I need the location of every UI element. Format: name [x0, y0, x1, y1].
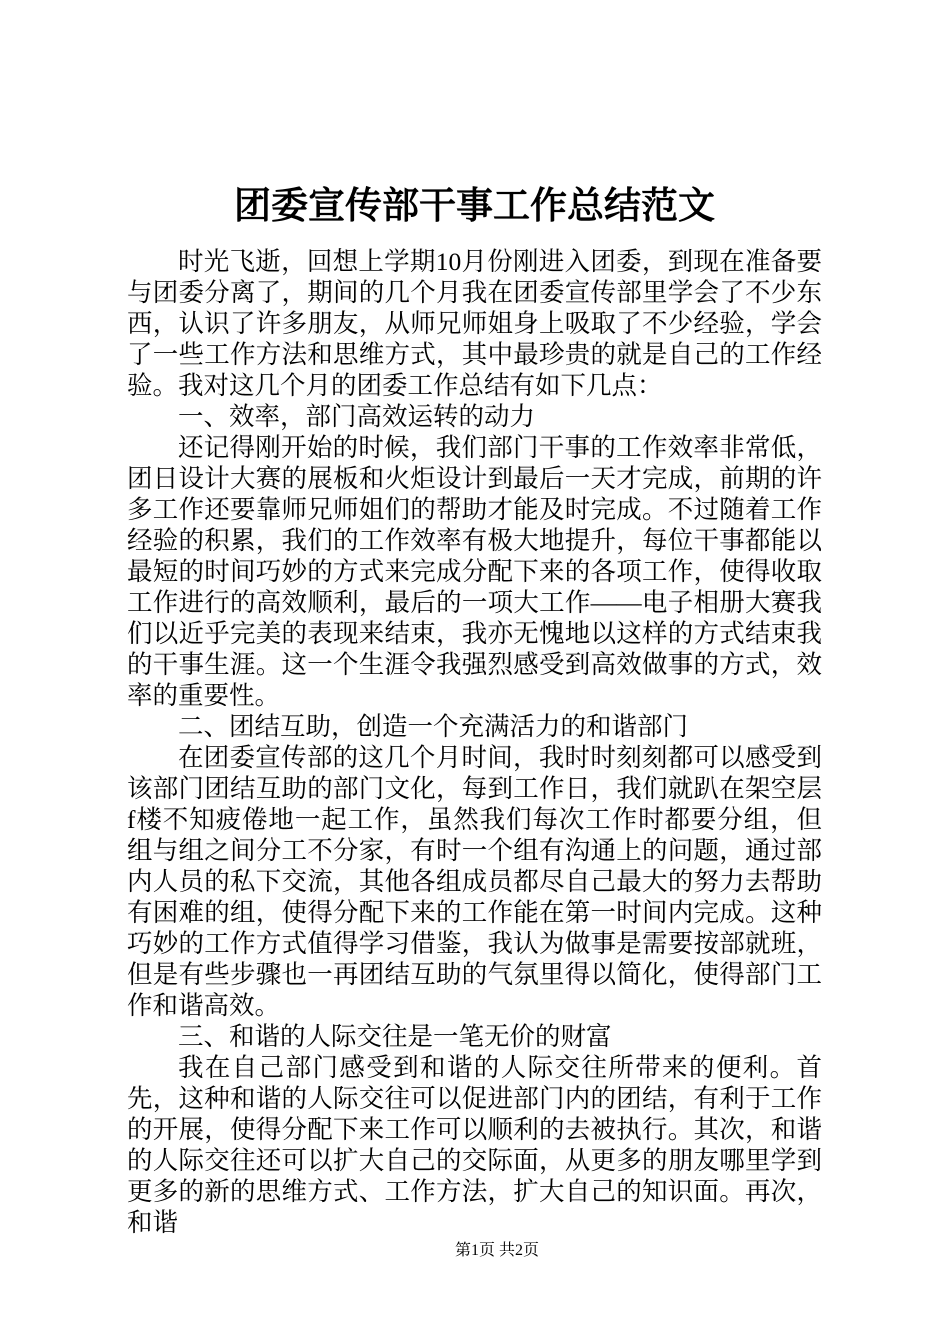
paragraph-section-2: 在团委宣传部的这几个月时间，我时时刻刻都可以感受到该部门团结互助的部门文化，每到工作日，我们就趴在架空层f楼不知疲倦地一起工作，虽然我们每次工作时都要分组，但组与组之间分工不分家，有时一个组有沟通上的问题，通过部内人员的私下交流，其他各组成员都尽自己最大的努力去帮助有困难的组，使得分配下来的工作能在第一时间内完成。这种巧妙的工作方式值得学习借鉴，我认为做事是需要按部就班，但是有些步骤也一再团结互助的气氛里得以简化，使得部门工作和谐高效。	[127, 743, 822, 1020]
paragraph-section-1: 还记得刚开始的时候，我们部门干事的工作效率非常低，团日设计大赛的展板和火炬设计到最后一天才完成，前期的许多工作还要靠师兄师姐们的帮助才能及时完成。不过随着工作经验的积累，我们的工作效率有极大地提升，每位干事都能以最短的时间巧妙的方式来完成分配下来的各项工作，使得收取工作进行的高效顺利，最后的一项大工作——电子相册大赛我们以近乎完美的表现来结束，我亦无愧地以这样的方式结束我的干事生涯。这一个生涯令我强烈感受到高效做事的方式，效率的重要性。	[127, 433, 822, 710]
section-heading-2: 二、团结互助，创造一个充满活力的和谐部门	[178, 712, 689, 741]
page-number-indicator: 第1页 共2页	[454, 1242, 539, 1259]
document-content	[127, 184, 822, 1238]
section-heading-3: 三、和谐的人际交往是一笔无价的财富	[178, 1022, 612, 1051]
paragraph-intro: 时光飞逝，回想上学期10月份刚进入团委，到现在准备要与团委分离了，期间的几个月我在团委宣传部里学会了不少东西，认识了许多朋友，从师兄师姐身上吸取了不少经验，学会了一些工作方法和思维方式，其中最珍贵的就是自己的工作经验。我对这几个月的团委工作总结有如下几点：	[127, 247, 822, 400]
document-body	[127, 246, 822, 1238]
paragraph-section-3: 我在自己部门感受到和谐的人际交往所带来的便利。首先，这种和谐的人际交往可以促进部门内的团结，有利于工作的开展，使得分配下来工作可以顺利的去被执行。其次，和谐的人际交往还可以扩大自己的交际面，从更多的朋友哪里学到更多的新的思维方式、工作方法，扩大自己的知识面。再次，和谐	[127, 1053, 822, 1237]
section-heading-1: 一、效率，部门高效运转的动力	[178, 402, 536, 431]
document-title: 团委宣传部干事工作总结范文	[234, 186, 715, 227]
